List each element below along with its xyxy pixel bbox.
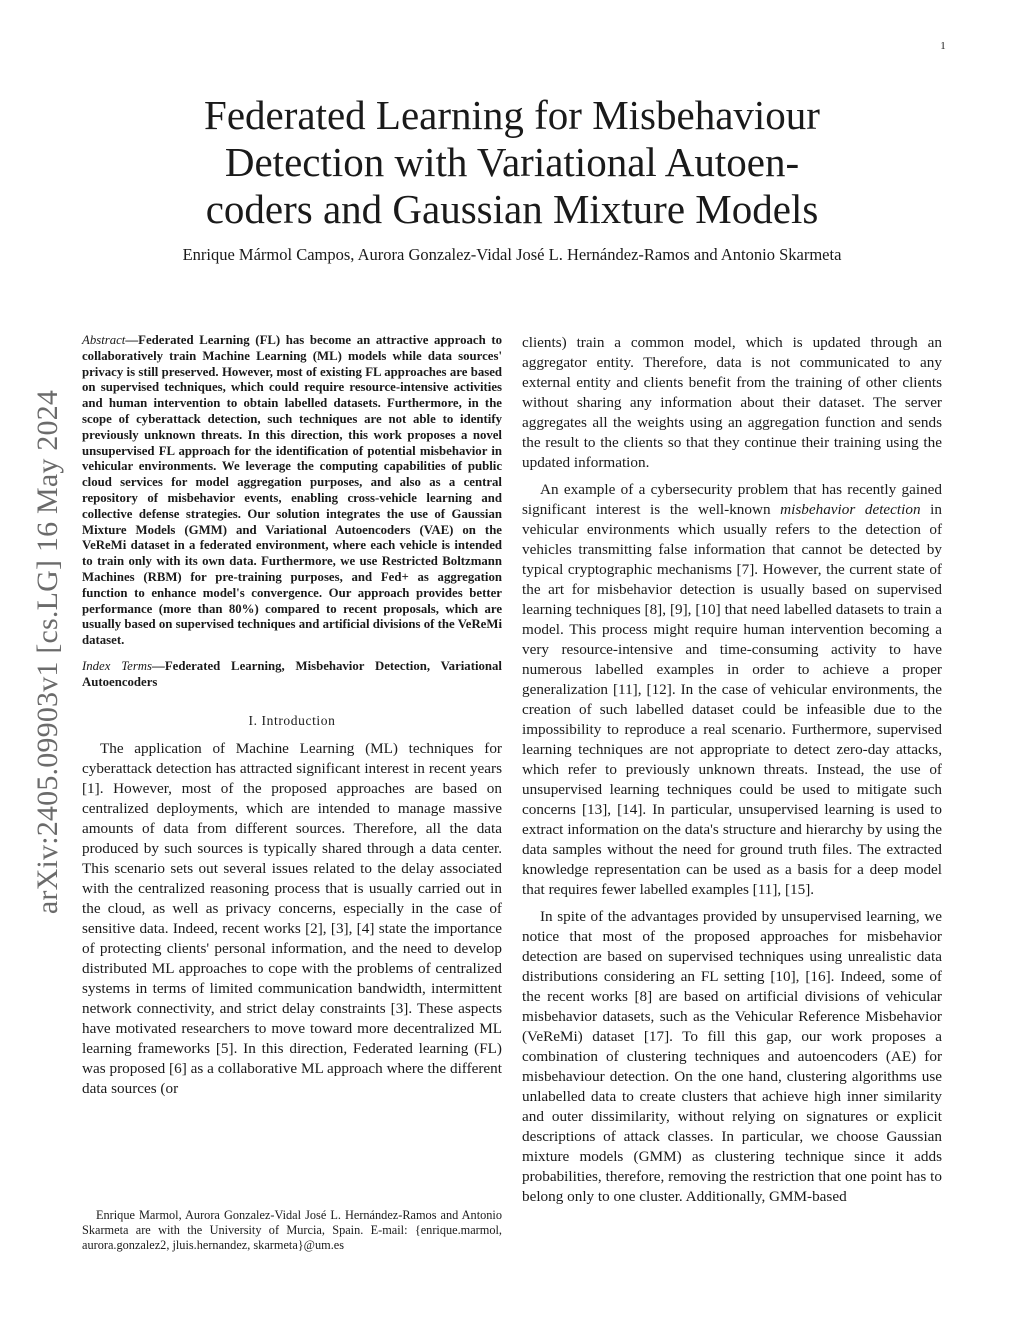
paragraph-unsupervised-learning: In spite of the advantages provided by unsupervised learning, we notice that most of the proposed approaches for misbehavior detection are based on supervised techniques using unrealistic data distributions considering an FL setting [10], [16]. Indeed, some of the recent works [8] are based on artificial divisions of vehicular misbehavior datasets, such as the Vehicular Reference Misbehavior (VeReMi) dataset [17]. To fill this gap, our work proposes a combination of clustering techniques and autoencoders (AE) for misbehaviour detection. On the one hand, clustering algorithms use unlabelled data to create clusters that achieve high inner similarity and outer dissimilarity, without relying on signatures or explicit descriptions of attack classes. In particular, we choose Gaussian mixture models (GMM) as clustering technique since it adds probabilities, therefore, removing the restriction that one point has to belong only to one cluster. Additionally, GMM-based (522, 908, 942, 1205)
author-list: Enrique Mármol Campos, Aurora Gonzalez-Vidal José L. Hernández-Ramos and Antonio Skarmeta (182, 245, 842, 264)
p2-emphasis: misbehavior detection (780, 501, 921, 518)
p2-text-before: An example of a cybersecurity problem that has recently gained significant interest is the well-known (522, 481, 942, 518)
index-terms-text: —Federated Learning, Misbehavior Detection, Variational Autoencoders (82, 658, 502, 689)
abstract-label: Abstract (82, 333, 126, 347)
title-line-2: Detection with Variational Autoen- (224, 139, 800, 185)
section-heading-introduction: I. Introduction (248, 712, 336, 728)
index-terms (82, 659, 502, 691)
title-line-1: Federated Learning for Misbehaviour (204, 92, 820, 138)
title-line-3: coders and Gaussian Mixture Models (205, 186, 819, 232)
abstract-text: —Federated Learning (FL) has become an attractive approach to collaboratively train Machine Learning (ML) models while data sources' privacy is still preserved. However, most of existing FL approaches are based on supervised techniques, which could require resource-intensive activities and human intervention to obtain labelled datasets. Furthermore, in the scope of cyberattack detection, such techniques are not able to identify previously unknown threats. In this direction, this work proposes a novel unsupervised FL approach for the identification of potential misbehavior in vehicular environments. We leverage the computing capabilities of public cloud services for model aggregation purposes, and also as a central repository of misbehavior events, enabling cross-vehicle learning and collective defense strategies. Our solution integrates the use of Gaussian Mixture Models (GMM) and Variational Autoencoders (VAE) on the VeReMi dataset in a federated environment, where each vehicle is intended to train only with its own data. Furthermore, we use Restricted Boltzmann Machines (RBM) for pre-training purposes, and Fed+ as aggregation function to enhance model's convergence. Our approach provides better performance (more than 80%) compared to recent proposals, which are usually based on supervised techniques and artificial divisions of the VeReMi dataset. (82, 333, 502, 648)
left-column (82, 333, 502, 1099)
page-number: 1 (940, 40, 946, 52)
paragraph-misbehavior-detection (522, 480, 942, 900)
paper-title (150, 92, 874, 233)
author-affiliation-footnote: Enrique Marmol, Aurora Gonzalez-Vidal José L. Hernández-Ramos and Antonio Skarmeta are with the University of Murcia, Spain. E-mail: {enrique.marmol, aurora.gonzalez2, jluis.hernandez, skarmeta}@um.es (82, 1208, 502, 1252)
right-column (522, 333, 942, 1214)
arxiv-identifier-stamp[interactable]: arXiv:2405.09903v1 [cs.LG] 16 May 2024 (31, 389, 64, 915)
intro-paragraph: The application of Machine Learning (ML) techniques for cyberattack detection has attracted significant interest in recent years [1]. However, most of the proposed approaches are based on centralized deployments, which are intended to manage massive amounts of data from different sources. Therefore, all the data produced by such sources is typically shared through a data center. This scenario sets out several issues related to the delay associated with the centralized reasoning process that is usually carried out in the cloud, as well as privacy concerns, especially in the case of sensitive data. Indeed, recent works [2], [3], [4] state the importance of protecting clients' personal information, and the need to develop distributed ML approaches to cope with the problems of centralized systems in terms of limited communication bandwidth, intermittent network connectivity, and strict delay constraints [3]. These aspects have motivated researchers to move toward more decentralized ML learning frameworks [5]. In this direction, Federated learning (FL) was proposed [6] as a collaborative ML approach where the different data sources (or (82, 739, 502, 1097)
paragraph-fl-description: clients) train a common model, which is updated through an aggregator entity. Therefore, data is not communicated to any external entity and clients benefit from the training of other clients without sharing any information about their dataset. The server aggregates all the weights using an aggregation function and sends the result to the clients so that they continue their training using the updated information. (522, 334, 942, 471)
index-terms-label: Index Terms (82, 658, 153, 673)
p2-text-after: in vehicular environments which usually refers to the detection of vehicles transmitting false information that cannot be detected by typical cryptographic mechanisms [7]. However, the current state of the art for misbehavior detection is usually based on supervised learning techniques [8], [9], [10] that need labelled datasets to train a model. This process might require human intervention becoming a very resource-intensive and time-consuming activity to have numerous labelled examples in order to achieve a proper generalization [11], [12]. In the case of vehicular environments, the creation of such labelled dataset could be infeasible due to the impossibility to reproduce a real scenario. Furthermore, supervised learning techniques are not appropriate to detect zero-day attacks, which refer to previously unknown threats. Instead, the use of unsupervised learning techniques could be used to mitigate such concerns [13], [14]. In particular, unsupervised learning is used to extract information on the data's structure and hierarchy by using the data samples without the need for ground truth files. The extracted knowledge representation can be used as a basis for a deep model that requires fewer labelled examples [11], [15]. (522, 501, 942, 898)
abstract (82, 333, 502, 649)
